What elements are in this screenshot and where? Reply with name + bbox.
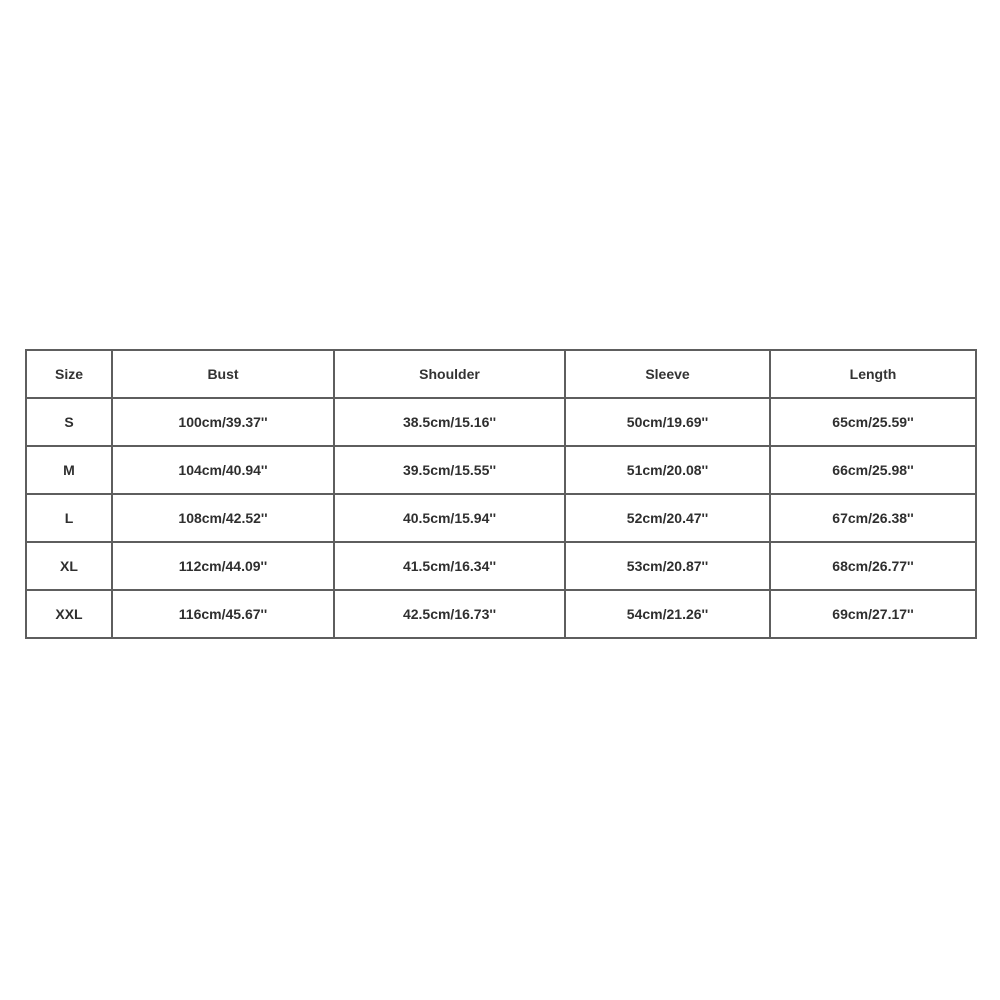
cell-sleeve: 52cm/20.47'' xyxy=(565,494,770,542)
cell-shoulder: 39.5cm/15.55'' xyxy=(334,446,565,494)
cell-shoulder: 40.5cm/15.94'' xyxy=(334,494,565,542)
cell-sleeve: 53cm/20.87'' xyxy=(565,542,770,590)
cell-size: M xyxy=(26,446,112,494)
cell-shoulder: 41.5cm/16.34'' xyxy=(334,542,565,590)
cell-sleeve: 54cm/21.26'' xyxy=(565,590,770,638)
cell-length: 67cm/26.38'' xyxy=(770,494,976,542)
cell-length: 69cm/27.17'' xyxy=(770,590,976,638)
table-row xyxy=(26,590,976,638)
table-row xyxy=(26,446,976,494)
cell-size: XXL xyxy=(26,590,112,638)
cell-bust: 104cm/40.94'' xyxy=(112,446,334,494)
cell-shoulder: 38.5cm/15.16'' xyxy=(334,398,565,446)
cell-size: XL xyxy=(26,542,112,590)
cell-bust: 112cm/44.09'' xyxy=(112,542,334,590)
cell-bust: 108cm/42.52'' xyxy=(112,494,334,542)
cell-size: L xyxy=(26,494,112,542)
table-row xyxy=(26,494,976,542)
cell-sleeve: 50cm/19.69'' xyxy=(565,398,770,446)
table-row xyxy=(26,398,976,446)
cell-length: 66cm/25.98'' xyxy=(770,446,976,494)
table-row xyxy=(26,542,976,590)
header-sleeve: Sleeve xyxy=(565,350,770,398)
size-chart-table xyxy=(25,349,977,639)
table-header-row xyxy=(26,350,976,398)
cell-bust: 116cm/45.67'' xyxy=(112,590,334,638)
header-size: Size xyxy=(26,350,112,398)
cell-length: 68cm/26.77'' xyxy=(770,542,976,590)
cell-sleeve: 51cm/20.08'' xyxy=(565,446,770,494)
header-length: Length xyxy=(770,350,976,398)
header-shoulder: Shoulder xyxy=(334,350,565,398)
cell-size: S xyxy=(26,398,112,446)
cell-length: 65cm/25.59'' xyxy=(770,398,976,446)
cell-bust: 100cm/39.37'' xyxy=(112,398,334,446)
header-bust: Bust xyxy=(112,350,334,398)
cell-shoulder: 42.5cm/16.73'' xyxy=(334,590,565,638)
